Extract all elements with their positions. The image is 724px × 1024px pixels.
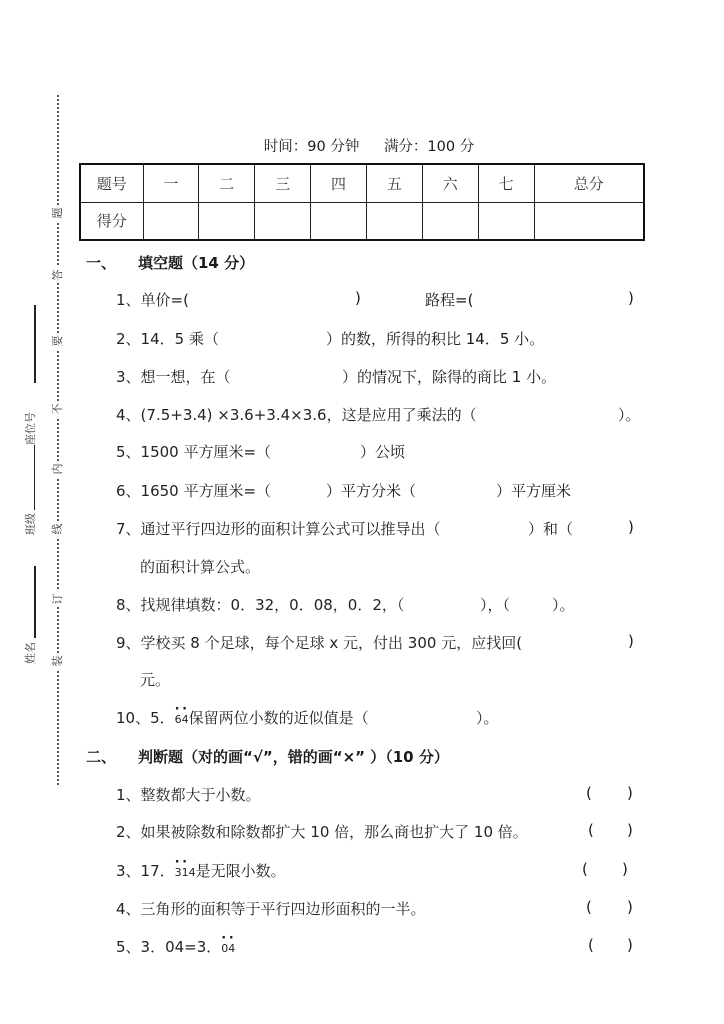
question-8-rest: ）。 bbox=[552, 596, 575, 614]
section-title: 填空题（14 分） bbox=[138, 254, 255, 272]
question-5-rest: ）公顷 bbox=[360, 443, 406, 461]
question-2-rest: ）的数，所得的积比 14．5 小。 bbox=[326, 330, 545, 348]
name-field[interactable] bbox=[34, 566, 36, 638]
score-table-score-row bbox=[80, 202, 644, 240]
answer-paren-open[interactable]: ( bbox=[586, 784, 592, 802]
time-label: 时间：90 分钟 bbox=[263, 139, 360, 155]
score-input-cell[interactable] bbox=[366, 202, 422, 240]
section-number: 二、 bbox=[86, 748, 117, 766]
blank-close: ) bbox=[628, 289, 634, 307]
question-5: 5、1500 平方厘米=（ bbox=[116, 443, 272, 461]
score-input-cell[interactable] bbox=[311, 202, 367, 240]
answer-paren-open[interactable]: ( bbox=[588, 936, 594, 954]
judge-question-2: 2、如果被除数和除数都扩大 10 倍，那么商也扩大了 10 倍。 bbox=[116, 823, 528, 841]
blank-close: ) bbox=[628, 632, 634, 650]
section-title: 判断题（对的画“√”，错的画“×” ）（10 分） bbox=[138, 748, 449, 766]
question-1-part-b: 路程=( bbox=[425, 291, 474, 309]
score-input-cell[interactable] bbox=[534, 202, 644, 240]
answer-paren-open[interactable]: ( bbox=[588, 821, 594, 839]
question-1: 1、单价=( bbox=[116, 291, 189, 309]
seat-number-label: 座位号 bbox=[24, 412, 37, 445]
score-input-cell[interactable] bbox=[255, 202, 311, 240]
question-9-continuation: 元。 bbox=[140, 671, 171, 689]
exam-info bbox=[0, 135, 724, 156]
question-8: 8、找规律填数：0．32，0．08，0．2，（ bbox=[116, 596, 405, 614]
section-2-heading bbox=[86, 746, 449, 767]
answer-paren-open[interactable]: ( bbox=[586, 898, 592, 916]
binding-word: 装 bbox=[50, 653, 66, 669]
seat-number-field[interactable] bbox=[34, 305, 36, 383]
judge-question-3: 3、17．· · 314是无限小数。 bbox=[116, 860, 286, 881]
section-1-heading bbox=[86, 252, 254, 273]
repeating-decimal: · · 04 bbox=[221, 942, 235, 955]
score-input-cell[interactable] bbox=[478, 202, 534, 240]
score-table-cell: 四 bbox=[311, 164, 367, 202]
question-7-continuation: 的面积计算公式。 bbox=[140, 558, 261, 576]
judge-question-5: 5、3．04=3．· · 04 bbox=[116, 936, 235, 957]
section-number: 一、 bbox=[86, 254, 117, 272]
binding-word: 题 bbox=[50, 205, 66, 221]
binding-word: 订 bbox=[50, 591, 66, 607]
score-table-cell: 七 bbox=[478, 164, 534, 202]
score-table bbox=[79, 163, 645, 241]
score-input-cell[interactable] bbox=[143, 202, 199, 240]
binding-word: 不 bbox=[50, 401, 66, 417]
question-10-rest: ）。 bbox=[476, 709, 499, 727]
repeating-decimal: · · 314 bbox=[175, 866, 196, 879]
answer-paren-open[interactable]: ( bbox=[582, 860, 588, 878]
answer-paren-close: ) bbox=[627, 821, 633, 839]
repeating-decimal: · · 64 bbox=[175, 713, 189, 726]
question-7: 7、通过平行四边形的面积计算公式可以推导出（ bbox=[116, 520, 441, 538]
blank-close: ) bbox=[355, 289, 361, 307]
question-7-mid: ）和（ bbox=[528, 520, 574, 538]
answer-paren-close: ) bbox=[627, 784, 633, 802]
question-4: 4、(7.5+3.4) ×3.6+3.4×3.6，这是应用了乘法的（ bbox=[116, 406, 477, 424]
score-table-cell: 题号 bbox=[80, 164, 143, 202]
score-table-cell: 三 bbox=[255, 164, 311, 202]
binding-word: 内 bbox=[50, 461, 66, 477]
answer-paren-close: ) bbox=[627, 898, 633, 916]
answer-paren-close: ) bbox=[622, 860, 628, 878]
score-table-cell: 五 bbox=[366, 164, 422, 202]
score-table-cell: 六 bbox=[422, 164, 478, 202]
blank-close: ) bbox=[628, 518, 634, 536]
score-row-label: 得分 bbox=[80, 202, 143, 240]
judge-question-1: 1、整数都大于小数。 bbox=[116, 786, 261, 804]
answer-paren-close: ) bbox=[627, 936, 633, 954]
question-3-rest: ）的情况下，除得的商比 1 小。 bbox=[342, 368, 557, 386]
question-8-mid: ），（ bbox=[480, 596, 511, 614]
score-input-cell[interactable] bbox=[199, 202, 255, 240]
score-table-cell: 一 bbox=[143, 164, 199, 202]
binding-dotted-line bbox=[57, 95, 59, 785]
name-label: 姓名 bbox=[24, 642, 37, 664]
question-6: 6、1650 平方厘米=（ bbox=[116, 482, 272, 500]
question-10: 10、5．· · 64保留两位小数的近似值是（ bbox=[116, 707, 369, 728]
score-table-cell: 二 bbox=[199, 164, 255, 202]
full-score-label: 满分：100 分 bbox=[383, 139, 475, 155]
binding-word: 答 bbox=[50, 267, 66, 283]
question-9: 9、学校买 8 个足球，每个足球 x 元，付出 300 元，应找回( bbox=[116, 634, 523, 652]
class-label: 班级 bbox=[24, 513, 37, 535]
question-6-mid: ）平方分米（ bbox=[326, 482, 417, 500]
question-6-rest: ）平方厘米 bbox=[496, 482, 572, 500]
question-2: 2、14．5 乘（ bbox=[116, 330, 219, 348]
binding-word: 要 bbox=[50, 333, 66, 349]
score-table-header-row bbox=[80, 164, 644, 202]
judge-question-4: 4、三角形的面积等于平行四边形面积的一半。 bbox=[116, 900, 426, 918]
score-input-cell[interactable] bbox=[422, 202, 478, 240]
question-3: 3、想一想，在（ bbox=[116, 368, 231, 386]
score-table-cell: 总分 bbox=[534, 164, 644, 202]
class-field[interactable] bbox=[34, 445, 35, 510]
question-4-rest: ）。 bbox=[618, 406, 641, 424]
binding-word: 线 bbox=[50, 521, 66, 537]
